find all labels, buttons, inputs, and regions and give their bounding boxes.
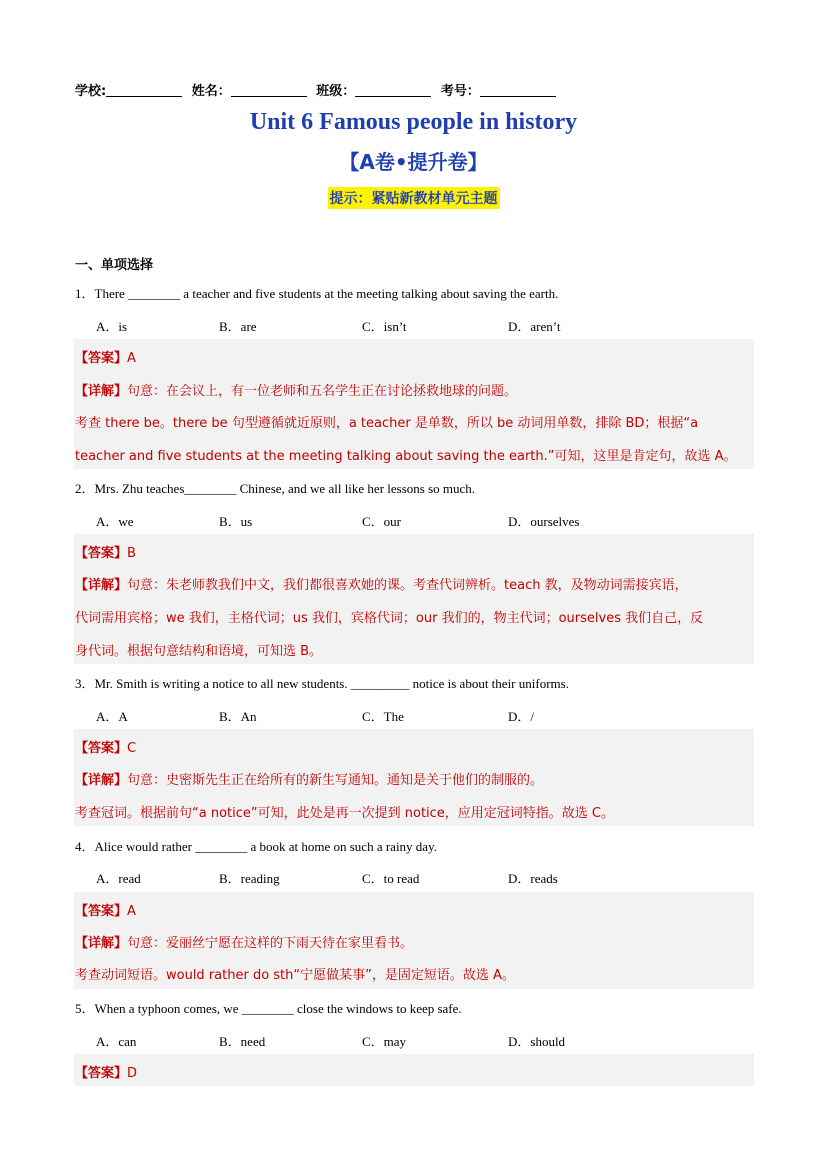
detail-line bbox=[75, 574, 688, 593]
question-stem: 2．Mrs. Zhu teaches________ Chinese, and we all like her lessons so much. bbox=[75, 481, 476, 496]
tip-banner: 提示：紧贴新教材单元主题 bbox=[328, 187, 500, 209]
school-field[interactable] bbox=[106, 84, 182, 97]
detail-line bbox=[75, 769, 543, 788]
name-label: 姓名： bbox=[191, 84, 231, 99]
question-stem: 1．There ________ a teacher and five students at the meeting talking about saving the earth. bbox=[75, 286, 559, 301]
detail-label: 【详解】 bbox=[75, 578, 128, 593]
option-a[interactable]: A．we bbox=[96, 514, 134, 529]
detail-line: 身代词。根据句意结构和语境，可知选 B。 bbox=[75, 644, 323, 659]
option-d[interactable]: D．/ bbox=[508, 709, 535, 724]
answer-line bbox=[75, 347, 136, 366]
question-stem: 4．Alice would rather ________ a book at home on such a rainy day. bbox=[75, 839, 437, 854]
name-field[interactable] bbox=[231, 84, 307, 97]
detail-text: 句意：史密斯先生正在给所有的新生写通知。通知是关于他们的制服的。 bbox=[127, 773, 544, 788]
answer-box bbox=[74, 1054, 754, 1086]
section-title: 一、单项选择 bbox=[75, 258, 154, 273]
answer-label: 【答案】 bbox=[75, 904, 128, 919]
answer-value: B bbox=[127, 546, 136, 561]
detail-line: teacher and five students at the meeting talking about saving the earth.”可知，这里是肯定句，故选 A。 bbox=[75, 449, 737, 464]
option-b[interactable]: B．us bbox=[219, 514, 253, 529]
answer-label: 【答案】 bbox=[75, 1066, 128, 1081]
detail-label: 【详解】 bbox=[75, 773, 128, 788]
detail-text: 句意：在会议上，有一位老师和五名学生正在讨论拯救地球的问题。 bbox=[127, 384, 518, 399]
option-a[interactable]: A．is bbox=[96, 319, 128, 334]
page-title: Unit 6 Famous people in history bbox=[249, 109, 578, 135]
page-subtitle: 【A卷•提升卷】 bbox=[339, 150, 488, 174]
detail-text: 句意：朱老师教我们中文，我们都很喜欢她的课。考查代词辨析。teach 教，及物动词需接宾语， bbox=[127, 578, 688, 593]
detail-line: 考查冠词。根据前句“a notice”可知，此处是再一次提到 notice，应用定冠词特指。故选 C。 bbox=[75, 806, 615, 821]
class-label: 班级： bbox=[316, 84, 356, 99]
detail-line bbox=[75, 380, 517, 399]
option-a[interactable]: A．A bbox=[96, 709, 128, 724]
exam-no-field[interactable] bbox=[480, 84, 556, 97]
answer-line bbox=[75, 1062, 137, 1081]
option-d[interactable]: D．aren’t bbox=[508, 319, 561, 334]
answer-value: A bbox=[127, 904, 136, 919]
option-c[interactable]: C．may bbox=[362, 1034, 407, 1049]
answer-line bbox=[75, 900, 136, 919]
answer-value: A bbox=[127, 351, 136, 366]
answer-value: C bbox=[127, 741, 137, 756]
detail-line: 考查动词短语。would rather do sth“宁愿做某事”，是固定短语。故选 A。 bbox=[75, 968, 515, 983]
detail-label: 【详解】 bbox=[75, 936, 128, 951]
option-c[interactable]: C．to read bbox=[362, 871, 420, 886]
question-stem: 5．When a typhoon comes, we ________ close the windows to keep safe. bbox=[75, 1001, 462, 1016]
option-b[interactable]: B．are bbox=[219, 319, 257, 334]
student-info-line bbox=[75, 80, 561, 99]
option-b[interactable]: B．An bbox=[219, 709, 257, 724]
option-d[interactable]: D．should bbox=[508, 1034, 566, 1049]
question-stem: 3．Mr. Smith is writing a notice to all new students. _________ notice is about their uniforms. bbox=[75, 676, 569, 691]
answer-label: 【答案】 bbox=[75, 351, 128, 366]
answer-line bbox=[75, 542, 136, 561]
detail-label: 【详解】 bbox=[75, 384, 128, 399]
option-c[interactable]: C．isn’t bbox=[362, 319, 407, 334]
option-d[interactable]: D．reads bbox=[508, 871, 558, 886]
detail-line bbox=[75, 932, 413, 951]
answer-label: 【答案】 bbox=[75, 546, 128, 561]
option-d[interactable]: D．ourselves bbox=[508, 514, 580, 529]
answer-line bbox=[75, 737, 136, 756]
option-a[interactable]: A．read bbox=[96, 871, 141, 886]
answer-value: D bbox=[127, 1066, 138, 1081]
option-c[interactable]: C．our bbox=[362, 514, 402, 529]
option-a[interactable]: A．can bbox=[96, 1034, 137, 1049]
exam-no-label: 考号： bbox=[440, 84, 480, 99]
detail-line: 考查 there be。there be 句型遵循就近原则，a teacher 是单数，所以 be 动词用单数，排除 BD；根据“a bbox=[75, 416, 699, 431]
option-c[interactable]: C．The bbox=[362, 709, 404, 724]
option-b[interactable]: B．need bbox=[219, 1034, 266, 1049]
school-label: 学校: bbox=[75, 84, 107, 99]
class-field[interactable] bbox=[355, 84, 431, 97]
option-b[interactable]: B．reading bbox=[219, 871, 280, 886]
detail-line: 代词需用宾格；we 我们，主格代词；us 我们，宾格代词；our 我们的，物主代词；ourselves 我们自己，反 bbox=[75, 611, 704, 626]
detail-text: 句意：爱丽丝宁愿在这样的下雨天待在家里看书。 bbox=[127, 936, 414, 951]
answer-label: 【答案】 bbox=[75, 741, 128, 756]
